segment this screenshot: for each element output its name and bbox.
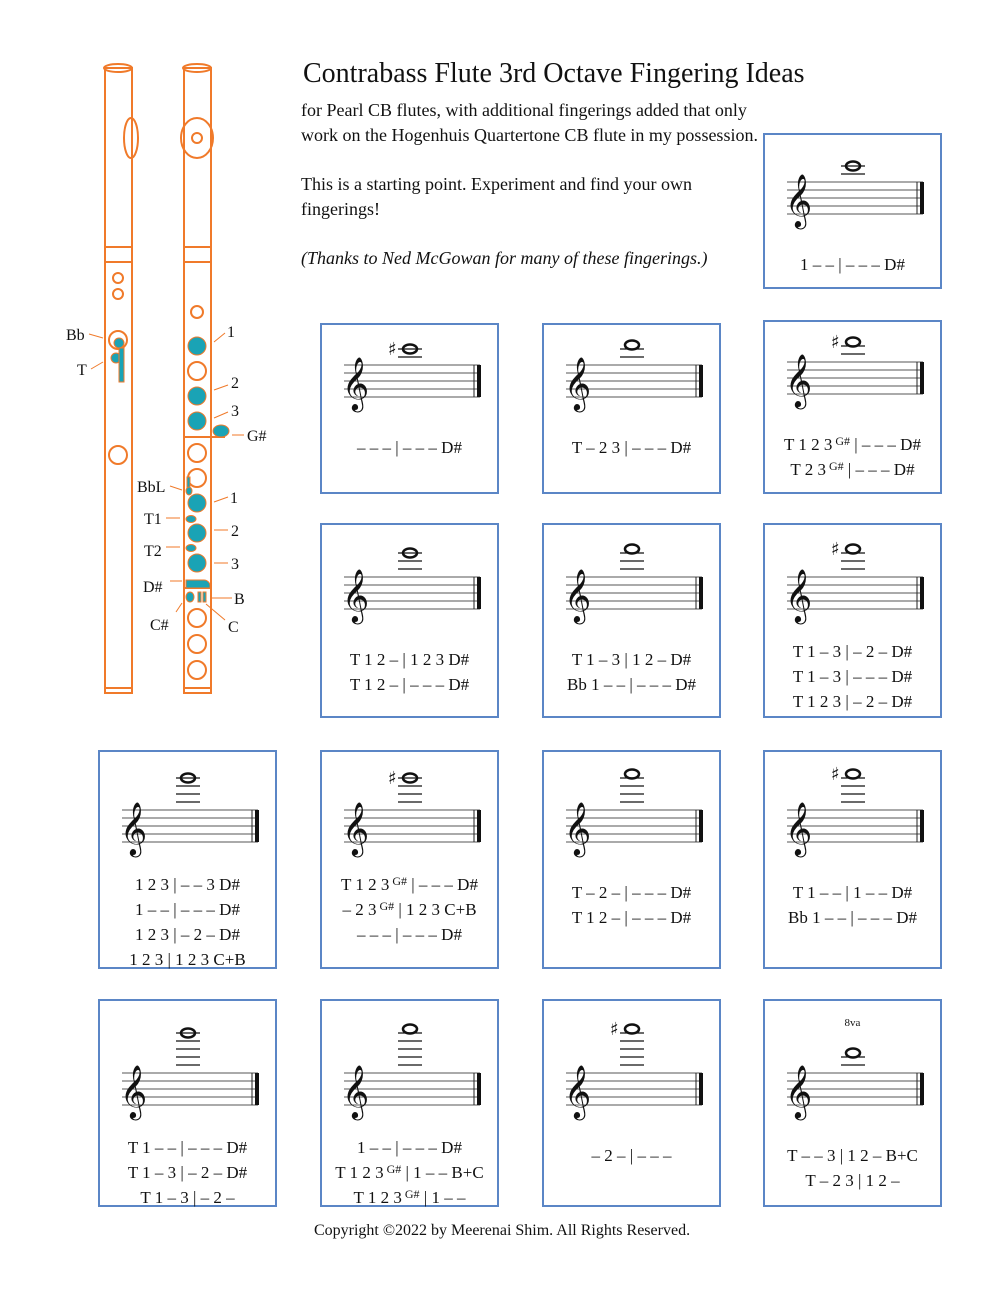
flute-label: 1 <box>227 324 235 341</box>
treble-clef: 𝄞 <box>120 801 148 855</box>
fingering-line: Bb 1 – – | – – – D# <box>566 675 697 694</box>
g-sharp-key-marker: G# <box>401 1187 420 1201</box>
whole-note <box>846 1049 860 1058</box>
fingering-line: T 1 – 3 | 1 2 – D# <box>571 650 692 669</box>
fingering-list <box>544 435 719 460</box>
octave-mark: 8va <box>844 1017 861 1029</box>
fingering-line: T 1 – 3 | – 2 – D# <box>792 642 913 661</box>
music-staff <box>544 1001 719 1123</box>
fingering-line: – – – | – – – D# <box>357 438 462 457</box>
whole-note <box>625 341 639 350</box>
fingering-box <box>763 750 942 969</box>
fingering-line: T 1 – – | – – – D# <box>127 1138 248 1157</box>
treble-clef: 𝄞 <box>785 568 813 622</box>
final-barline <box>699 577 703 609</box>
intro-text <box>301 98 761 295</box>
treble-clef: 𝄞 <box>342 801 370 855</box>
fingering-box <box>542 323 721 494</box>
fingering-line: T – – 3 | 1 2 – B+C <box>787 1146 918 1165</box>
fingering-line: T 1 2 – | – – – D# <box>571 908 692 927</box>
g-sharp-key-marker: G# <box>832 434 851 448</box>
treble-clef: 𝄞 <box>564 801 592 855</box>
treble-clef: 𝄞 <box>564 1064 592 1118</box>
intro-paragraph: for Pearl CB flutes, with additional fingerings added that only work on the Hogenhuis Quartertone CB flute in my possession. <box>301 100 758 145</box>
music-staff <box>544 525 719 627</box>
flute-label: D# <box>143 579 163 596</box>
flute-label: G# <box>247 428 267 445</box>
fingering-box <box>763 133 942 289</box>
whole-note <box>625 545 639 554</box>
treble-clef: 𝄞 <box>785 173 813 227</box>
g-sharp-key-marker: G# <box>825 459 844 473</box>
flute-label: C# <box>150 617 169 634</box>
fingering-list <box>765 252 940 277</box>
fingering-line: T – 2 3 | – – – D# <box>571 438 692 457</box>
fingering-box <box>542 999 721 1207</box>
final-barline <box>477 1073 481 1105</box>
fingering-line: T 1 2 3 $^{G\#}$ | – – – D# <box>341 874 478 894</box>
fingering-box <box>763 999 942 1207</box>
flute-label: 1 <box>230 490 238 507</box>
g-sharp-key-marker: G# <box>389 874 408 888</box>
page-title: Contrabass Flute 3rd Octave Fingering Ideas <box>303 58 805 89</box>
final-barline <box>255 1073 259 1105</box>
music-staff <box>322 525 497 627</box>
flute-label: T2 <box>144 543 162 560</box>
fingering-line: – 2 – | – – – <box>591 1146 672 1165</box>
fingering-list <box>100 1135 275 1210</box>
fingering-line: – 2 3 $^{G\#}$ | 1 2 3 C+B <box>342 899 477 919</box>
treble-clef: 𝄞 <box>342 568 370 622</box>
copyright: Copyright ©2022 by Meerenai Shim. All Rights Reserved. <box>313 1222 691 1239</box>
fingering-box <box>763 320 942 494</box>
fingering-box <box>542 523 721 718</box>
sharp-sign: ♯ <box>610 1019 619 1040</box>
fingering-box <box>763 523 942 718</box>
treble-clef: 𝄞 <box>564 356 592 410</box>
flute-label: 3 <box>231 403 239 420</box>
whole-note <box>403 1025 417 1034</box>
fingering-line: T 1 2 3 $^{G\#}$ | – – – D# <box>784 434 921 454</box>
g-sharp-key-marker: G# <box>376 899 395 913</box>
fingering-box <box>98 999 277 1207</box>
fingering-line: T 1 2 – | 1 2 3 D# <box>349 650 470 669</box>
fingering-box <box>542 750 721 969</box>
fingering-line: – – – | – – – D# <box>357 925 462 944</box>
whole-note <box>625 1025 639 1034</box>
fingering-line: 1 – – | – – – D# <box>357 1138 462 1157</box>
music-staff <box>100 752 275 860</box>
fingering-box <box>320 523 499 718</box>
music-staff <box>765 525 940 627</box>
music-staff <box>100 1001 275 1123</box>
final-barline <box>477 365 481 397</box>
fingering-box <box>320 323 499 494</box>
fingering-box <box>98 750 277 969</box>
fingering-list <box>544 880 719 930</box>
music-staff <box>544 325 719 415</box>
sharp-sign: ♯ <box>831 332 840 353</box>
flute-label: T1 <box>144 511 162 528</box>
fingering-box <box>320 999 499 1207</box>
whole-note <box>846 545 860 554</box>
fingering-list <box>765 1143 940 1193</box>
sharp-sign: ♯ <box>831 539 840 560</box>
fingering-list <box>322 1135 497 1210</box>
final-barline <box>699 365 703 397</box>
sharp-sign: ♯ <box>831 764 840 785</box>
final-barline <box>920 362 924 394</box>
whole-note <box>846 770 860 779</box>
sharp-sign: ♯ <box>388 768 397 789</box>
fingering-box <box>320 750 499 969</box>
flute-label: Bb <box>66 327 85 344</box>
music-staff <box>322 325 497 415</box>
final-barline <box>699 810 703 842</box>
fingering-line: T 1 – 3 | – 2 – D# <box>127 1163 248 1182</box>
flute-label: C <box>228 619 239 636</box>
flute-key-diagram <box>55 55 285 705</box>
fingering-line: T 1 – 3 | – – – D# <box>792 667 913 686</box>
final-barline <box>255 810 259 842</box>
treble-clef: 𝄞 <box>785 353 813 407</box>
fingering-line: 1 2 3 | 1 2 3 C+B <box>129 950 246 969</box>
fingering-line: 1 – – | – – – D# <box>800 255 905 274</box>
music-staff <box>544 752 719 860</box>
fingering-list <box>322 647 497 697</box>
music-staff <box>322 752 497 860</box>
whole-note <box>625 770 639 779</box>
fingering-line: T 2 3 $^{G\#}$ | – – – D# <box>790 459 915 479</box>
treble-clef: 𝄞 <box>785 1064 813 1118</box>
fingering-line: T 1 2 3 | – 2 – D# <box>792 692 913 711</box>
treble-clef: 𝄞 <box>342 1064 370 1118</box>
treble-clef: 𝄞 <box>342 356 370 410</box>
fingering-list <box>322 872 497 947</box>
fingering-line: 1 2 3 | – – 3 D# <box>135 875 240 894</box>
treble-clef: 𝄞 <box>785 801 813 855</box>
fingering-list <box>322 435 497 460</box>
intro-paragraph: This is a starting point. Experiment and find your own fingerings! <box>301 174 692 219</box>
fingering-list <box>765 880 940 930</box>
fingering-line: T 1 2 3 $^{G\#}$ | 1 – – <box>353 1187 466 1207</box>
fingering-line: T – 2 – | – – – D# <box>571 883 692 902</box>
fingering-line: Bb 1 – – | – – – D# <box>787 908 918 927</box>
fingering-line: 1 2 3 | – 2 – D# <box>135 925 240 944</box>
fingering-line: 1 – – | – – – D# <box>135 900 240 919</box>
fingering-line: T – 2 3 | 1 2 – <box>805 1171 900 1190</box>
fingering-list <box>765 639 940 714</box>
music-staff <box>765 322 940 412</box>
treble-clef: 𝄞 <box>564 568 592 622</box>
fingering-list <box>544 647 719 697</box>
g-sharp-key-marker: G# <box>383 1162 402 1176</box>
final-barline <box>477 577 481 609</box>
flute-label: 3 <box>231 556 239 573</box>
fingering-line: T 1 2 3 $^{G\#}$ | 1 – – B+C <box>335 1162 484 1182</box>
final-barline <box>920 810 924 842</box>
music-staff <box>765 752 940 860</box>
final-barline <box>699 1073 703 1105</box>
sharp-sign: ♯ <box>388 339 397 360</box>
flute-label: 2 <box>231 523 239 540</box>
final-barline <box>477 810 481 842</box>
fingering-line: T 1 2 – | – – – D# <box>349 675 470 694</box>
music-staff <box>765 135 940 232</box>
final-barline <box>920 577 924 609</box>
fingering-list <box>765 432 940 482</box>
final-barline <box>920 1073 924 1105</box>
flute-label: B <box>234 591 245 608</box>
fingering-line: T 1 – 3 | – 2 – <box>140 1188 235 1207</box>
fingering-list <box>100 872 275 972</box>
final-barline <box>920 182 924 214</box>
flute-label: 2 <box>231 375 239 392</box>
thanks-note: (Thanks to Ned McGowan for many of these fingerings.) <box>301 248 708 268</box>
fingering-line: T 1 – – | 1 – – D# <box>792 883 913 902</box>
whole-note <box>846 338 860 347</box>
fingering-list <box>544 1143 719 1168</box>
flute-label: BbL <box>137 479 166 496</box>
flute-label: T <box>77 362 87 379</box>
treble-clef: 𝄞 <box>120 1064 148 1118</box>
music-staff <box>322 1001 497 1123</box>
